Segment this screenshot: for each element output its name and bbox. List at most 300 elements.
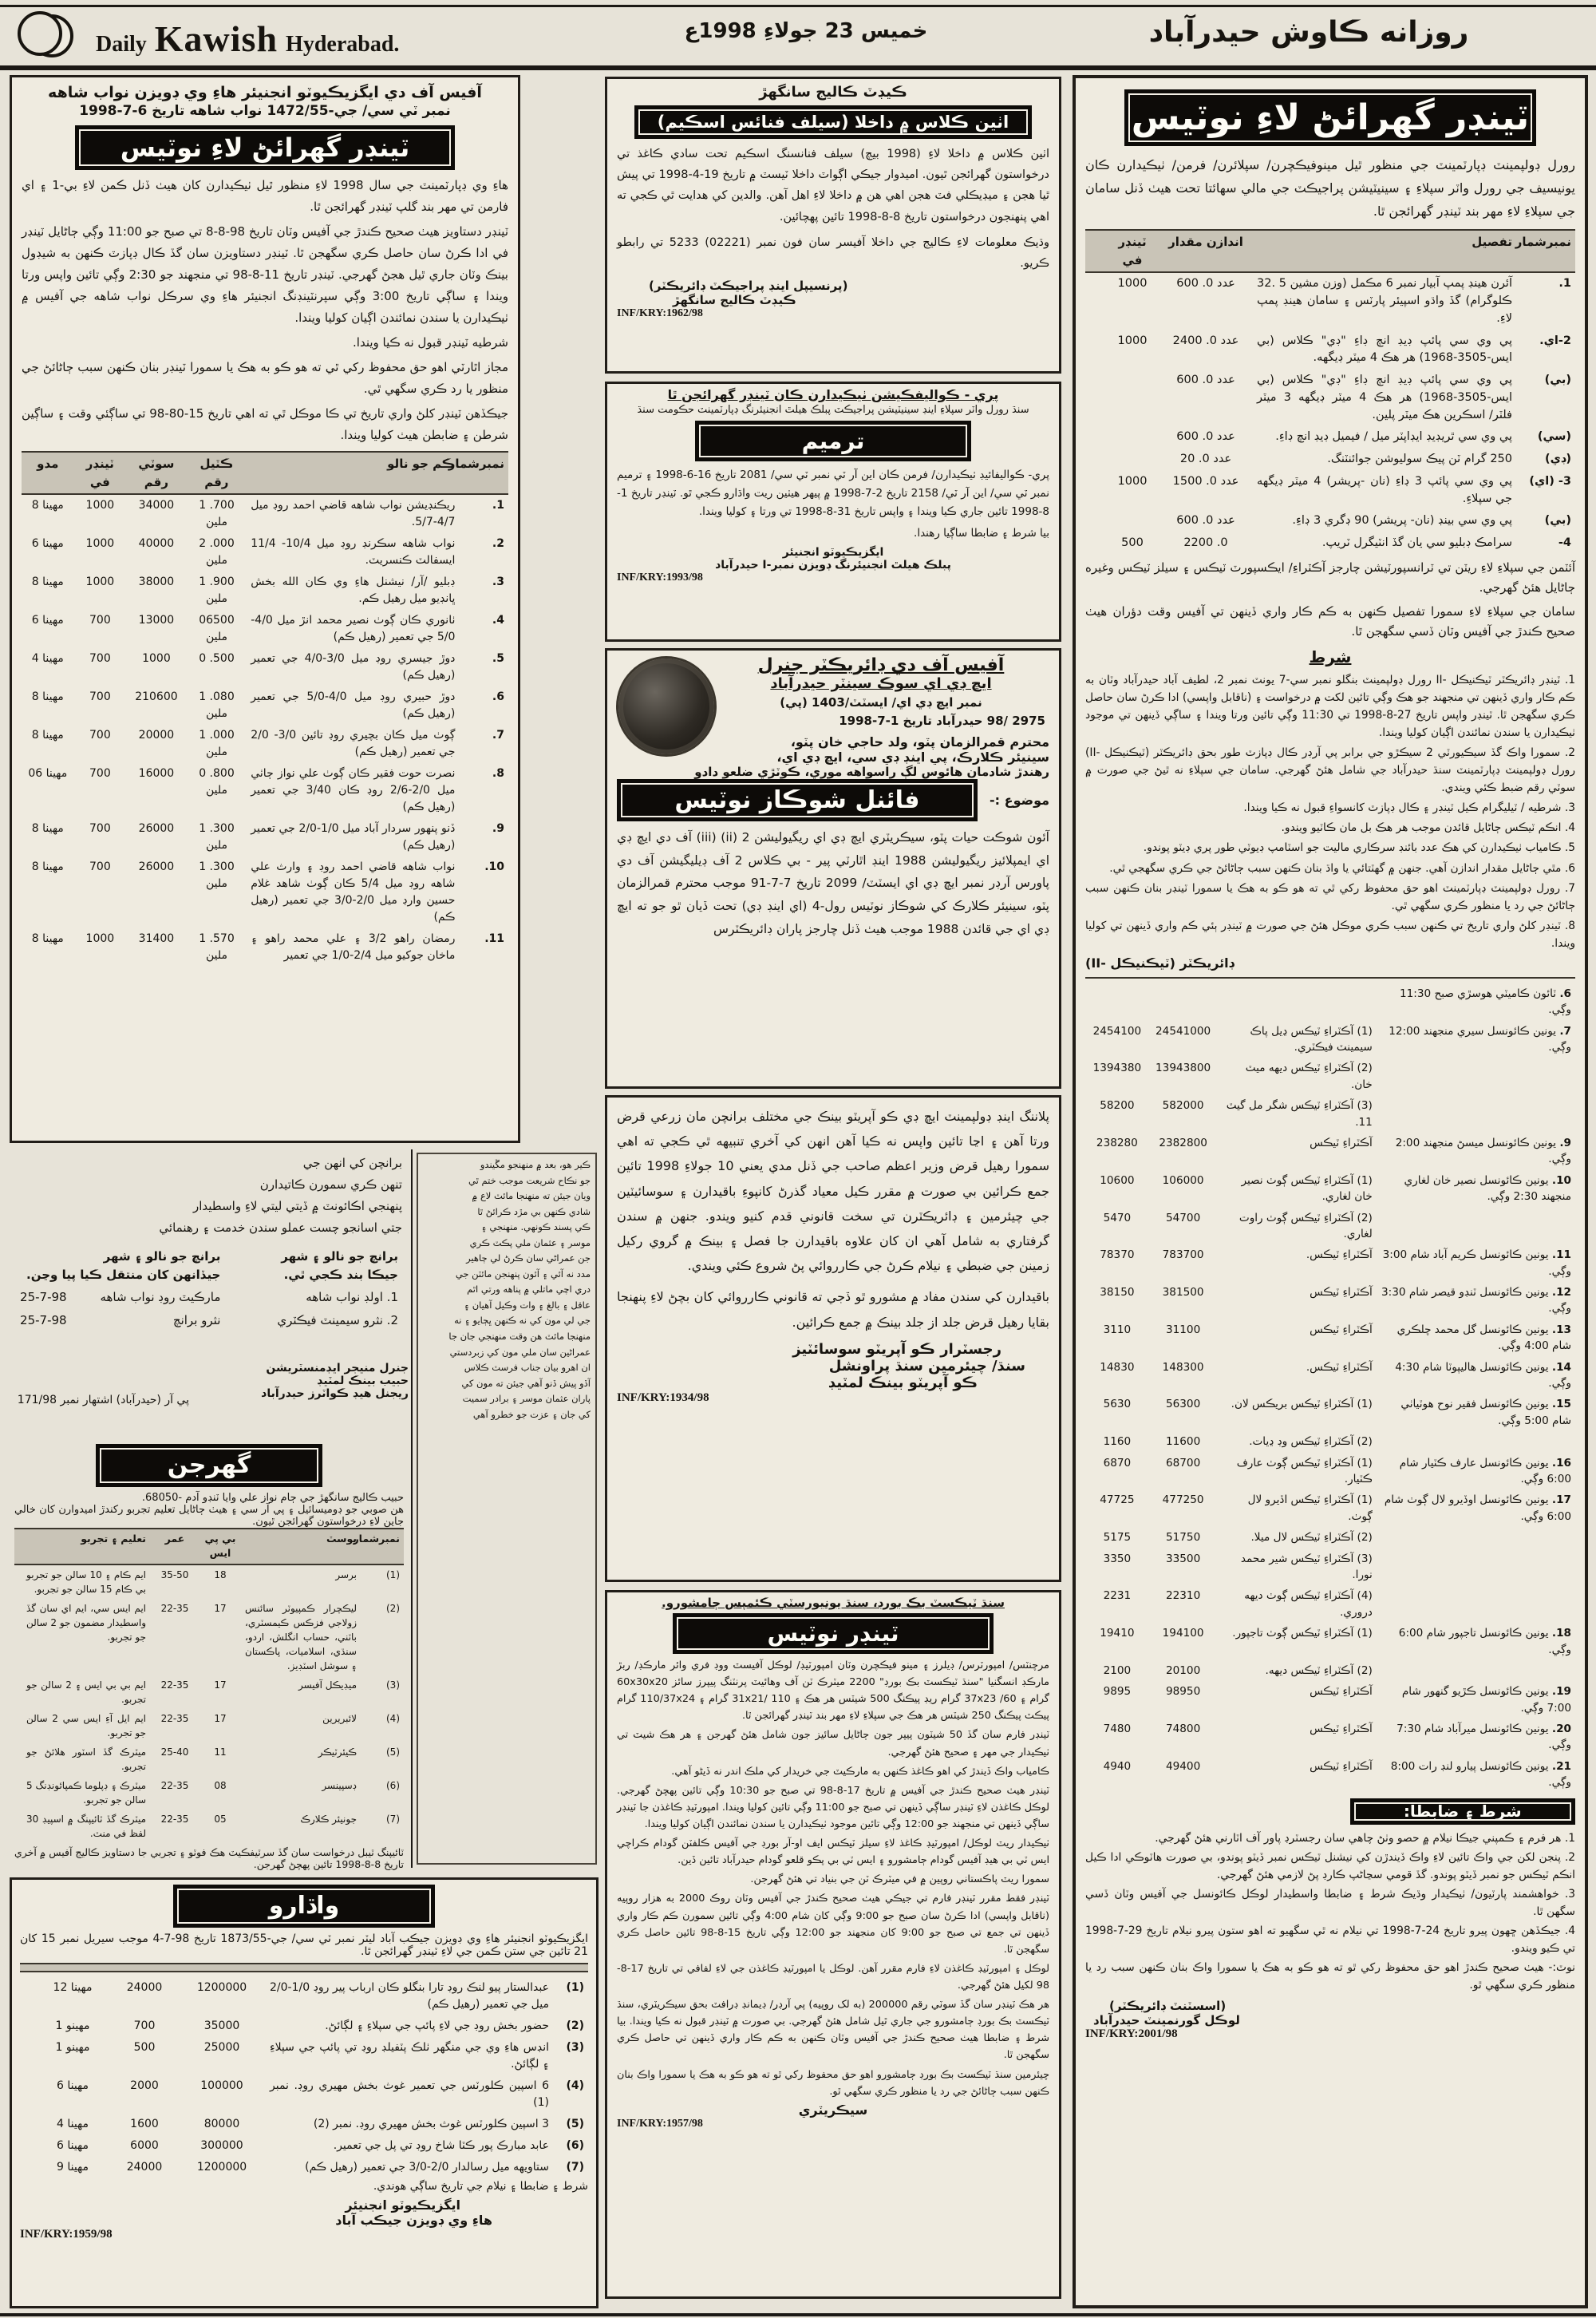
job-row bbox=[14, 1599, 404, 1675]
row-fee: 24000 bbox=[126, 1980, 163, 1994]
term-item: 2. پنجن لکن جي واڪ تائين لاءِ واڪ ڏيندڙن کي نيشنل ٽيڪس نمبر ڏيٽو پوندو، بي صورت هاٽوڪي ادا ڪيل انڪم ٽيڪس جو نمبر ڏيٽو پوندو. گڏ قومي سڃاڻپ ڪارڊ پڻ لازمي هئڻ گهرجي. bbox=[1085, 1850, 1575, 1881]
octroi-tax-label: (1) آڪٽراءِ ٽيڪس ڳوٺ تاجپور. bbox=[1232, 1627, 1373, 1640]
council-cell: 19. يونين ڪائونسل ڪڙيو گنهور شام 7:00 وڳي. bbox=[1401, 1685, 1571, 1715]
addendum-banner-label: واڌارو bbox=[268, 1892, 340, 1920]
row-amount: 25000 bbox=[203, 2040, 240, 2054]
target-branch: مارڪيٽ روڊ نواب شاهه bbox=[100, 1290, 221, 1304]
amount-base: 5630 bbox=[1103, 1398, 1132, 1411]
auction-row bbox=[1085, 1357, 1575, 1394]
cadet-title: ڪيڊٽ ڪاليج سانگهڙ bbox=[759, 84, 907, 101]
declaration-line: آڏو پيش ڏنو آهي جيئن ته مون کي bbox=[461, 1377, 591, 1389]
job-serial: (4) bbox=[385, 1713, 400, 1724]
condition-item: 5. ڪامياب ٺيڪيدارن کي هڪ عدد بائنڊ سرڪاري ماليت جو اسٽامپ ڊيوٽي طور پري ڊيٽو پوندو. bbox=[1143, 841, 1575, 855]
row-serial: (سي) bbox=[1537, 430, 1571, 444]
col-detail: تفصيل bbox=[1472, 235, 1512, 250]
octroi-tax-label: آڪٽراءِ ٽيڪس bbox=[1310, 1323, 1373, 1336]
row-qty: 1500 .0 عدد bbox=[1172, 474, 1239, 488]
amendment-title1: پري - ڪواليفڪيشن ٺيڪيدارن ڪان ٽينڊر گهرائجن ٿا bbox=[667, 387, 999, 402]
amount-current: 194100 bbox=[1162, 1627, 1204, 1640]
paragraph: باقيدارن کي سندن مفاد ۾ مشورو ٿو ڏجي ته قانوني ڪارروائي کان بچڻ لاءِ پنهنجا بقايا رهيل قرض جلد از جلد بينڪ ۾ جمع ڪرائين. bbox=[617, 1289, 1049, 1330]
row-serial: (7) bbox=[566, 2160, 584, 2174]
row-fee bbox=[1106, 370, 1159, 374]
declaration-line: عاقل ۽ بالغ ۽ وات وڪيل آهيان ۽ bbox=[464, 1299, 591, 1311]
auction-row bbox=[1085, 1021, 1575, 1058]
amount-current: 98950 bbox=[1165, 1685, 1201, 1699]
paragraph: سامان جي سپلاءِ لاءِ سمورا تفصيل ڪنهن به ڪم ڪار واري ڏينهن تي آفيس وقت دؤران هيٺ صحيح ڪندڙ جي آفيس وٽان ڏسي سگهجن ٿا. bbox=[1085, 603, 1575, 639]
row-fee: 1000 bbox=[85, 537, 115, 550]
supply-row bbox=[1085, 273, 1575, 330]
paragraph: ٽينڊر فقط مقرر ٽينڊر فارم تي جيڪي هيٺ صحيح ڪندڙ جي آفيس وٽان روڪ 2000 به هزار روپيه (ناقابل واپسي) ادا ڪرڻ سان صبح جو 9:00 وڳي کان شام 4:00 وڳي تائين سمورن ڪم ڪار واري ڏينهن تي جمع تي صبح جو 9:00 کان منجهند جو 12:00 وڳي تاريخ 15-8-98 تائين حاصل ڪري سگهجن ٿا. bbox=[617, 1893, 1049, 1956]
council-cell: 14. يونين ڪائونسل هاليپوٽا شام 4:30 وڳي. bbox=[1395, 1360, 1571, 1390]
row-duration: 6 مهينا bbox=[31, 614, 64, 627]
job-education: ايم ايل آءِ ايس سي 2 سالن جو تجربو. bbox=[26, 1713, 146, 1738]
col-estimated: ڪٽيل رقم bbox=[200, 457, 234, 489]
job-education: ايم ڪام ۽ 10 سالن جو تجربو بي ڪام 15 سالن جو تجربو. bbox=[26, 1569, 147, 1595]
amendment-notice bbox=[605, 382, 1061, 642]
row-security: 20000 bbox=[138, 729, 175, 742]
addendum-row bbox=[20, 2157, 588, 2178]
addendum-table-body bbox=[20, 1977, 588, 2178]
declaration-line: دري اچي ماتلي ۾ پناهه ورتي اٿم bbox=[467, 1284, 591, 1295]
amount-base: 2100 bbox=[1103, 1663, 1132, 1677]
office-ref: نمبر ٽي سي/ جي-1472/55 نواب شاهه تاريخ 6-7-1998 bbox=[79, 103, 451, 119]
auction-row bbox=[1085, 1681, 1575, 1719]
auction-rows bbox=[1085, 983, 1575, 1794]
personal-declaration-column bbox=[417, 1153, 597, 1865]
row-fee: 700 bbox=[89, 860, 111, 873]
amendment-ref: INF/KRY:1993/98 bbox=[617, 571, 703, 583]
subject-label: موضوع :- bbox=[990, 792, 1049, 808]
amount-current: 54700 bbox=[1165, 1211, 1201, 1224]
row-serial: 4- bbox=[1558, 536, 1571, 550]
paragraph: چيئرمين سنڌ ٽيڪسٽ بڪ بورڊ ڄامشورو اهو حق محفوظ رکي ٿو ته هو ڪو به هڪ يا سمورا واڪ بنان ڪنهن سبب ڄاڻائڻ جي رد يا منظور ڪري سگهي ٿو. bbox=[617, 2068, 1049, 2098]
vacancies-banner-label: گهرجن bbox=[167, 1451, 251, 1479]
col-post: پوسٽ bbox=[326, 1532, 357, 1545]
declaration-line: منهنجا مائٽ هن وقت منهنجي جان جا bbox=[448, 1331, 591, 1343]
octroi-tax-label: (2) آڪٽراءِ ٽيڪس ديهه. bbox=[1265, 1663, 1373, 1677]
row-duration: 6 مهينا bbox=[31, 537, 64, 550]
row-fee: 24000 bbox=[126, 2160, 163, 2174]
row-description: 3 اسپين ڪلورٽس غوث بخش مهيري روڊ. نمبر (2) bbox=[313, 2117, 549, 2130]
declaration-line: ڪير هو، بعد ۾ منهنجو مڱيندو bbox=[480, 1159, 591, 1170]
auction-row bbox=[1085, 1719, 1575, 1756]
row-amount: 80000 bbox=[203, 2117, 240, 2130]
declaration-line: ان اهرو بيان جناب فرسٽ ڪلاس bbox=[464, 1362, 591, 1374]
row-estimated: 1 .080 ملين bbox=[199, 690, 235, 720]
amendment-signature2: پبلڪ هيلٿ انجنيئرنگ ڊويزن نمبر-I حيدرآباد bbox=[715, 558, 951, 572]
row-security: 38000 bbox=[138, 576, 175, 588]
paragraph: ٺيڪيدار ريٽ لوڪل/ امپورٽيڊ ڪاغذ لاءِ سيلز ٽيڪس ايف او-آر بورڊ جي آفيس ڪلفٽن گودام ڪراچي ايس ٽي بي هيڊ آفيس گودام ڄامشورو ۽ ايس ٽي بي پڪو قلعو گودام حيدرآباد تائين ڏين. bbox=[617, 1837, 1049, 1867]
jobs-table-header bbox=[14, 1528, 404, 1566]
amount-base: 58200 bbox=[1100, 1099, 1135, 1113]
row-fee: 700 bbox=[133, 2019, 156, 2032]
textbook-board-tender bbox=[605, 1590, 1061, 2299]
textbook-banner bbox=[673, 1613, 993, 1654]
auction-row bbox=[1085, 1244, 1575, 1282]
job-bps: 05 bbox=[214, 1814, 227, 1825]
row-work-name: ڏنو پنهور سردار آباد ميل 1/0-2/0 جي تعمير (رهيل ڪم) bbox=[251, 822, 456, 852]
row-fee: 1000 bbox=[85, 499, 115, 512]
registrar-signature3: ڪو آپريٽو بينڪ لمٽيڊ bbox=[828, 1374, 978, 1391]
declaration-line: جن عمراڻي سان ڪرڻ لي ڄاهير bbox=[466, 1252, 591, 1264]
row-detail: سرامڪ ڊبليو سي يان گڏ انٽيگرل ٽريپ. bbox=[1321, 536, 1512, 550]
amount-current: 381500 bbox=[1162, 1286, 1204, 1299]
row-serial: 2-اي. bbox=[1539, 334, 1571, 347]
right-tender-signature: ڊائريڪٽر (ٽيڪنيڪل -II) bbox=[1085, 955, 1235, 971]
auction-row bbox=[1085, 1585, 1575, 1623]
row-security: 31400 bbox=[138, 932, 175, 945]
term-item: 4. جيڪڏهن ڇهون پيرو تاريخ 24-7-1998 تي نيلام نه ٿي سگهيو ته اهو ستون پيرو نيلام تاريخ 29-7-1998 تي ڪيو ويندو. bbox=[1085, 1924, 1575, 1955]
row-fee: 2000 bbox=[130, 2079, 159, 2092]
vacancies-banner bbox=[96, 1444, 322, 1487]
right-tender-intro: رورل ڊولپمينٽ ڊپارٽمينٽ جي منظور ٿيل مينوفيڪچرن/ سپلائرن/ فرمن/ ٺيڪيدارن ڪان يونيسيف جي رورل واٽر سپلاءِ ۽ سينيٽيشن پراجيڪٽ جي مالي سهائتا تحت هيٺ ڏنل سامان جي سپلاءِ لاءِ مهر بند ٽينڊر گهرائجن ٿا. bbox=[1085, 157, 1575, 219]
supply-row bbox=[1085, 370, 1575, 426]
row-description: ستاويهه ميل رسالدار 2/0-3/0 جي تعمير (رهيل ڪم) bbox=[305, 2160, 549, 2174]
col-bps: بي پي ايس bbox=[204, 1532, 236, 1560]
table-row bbox=[22, 648, 508, 686]
table-row bbox=[22, 610, 508, 648]
vacancies-section bbox=[10, 1441, 409, 1872]
job-education: ايم ايس سي، ايم اي سان گڏ واسطيدار مضمون جو 2 سالن جو تجربو. bbox=[26, 1603, 146, 1643]
council-cell: 16. يونين ڪائونسل عارف ڪٽيار شام 6:00 وڳي. bbox=[1399, 1456, 1571, 1485]
row-duration: 1 مهينو bbox=[55, 2040, 90, 2054]
supply-row bbox=[1085, 330, 1575, 370]
octroi-tax-label: (3) آڪٽراءِ ٽيڪس شگر مل گيٽ 11. bbox=[1226, 1099, 1373, 1129]
supply-row bbox=[1085, 510, 1575, 532]
textbook-title: سنڌ ٽيڪسٽ بڪ بورڊ، سنڌ يونيورسٽي ڪئمپس ڄامشورو. bbox=[662, 1596, 1005, 1610]
job-post: ڪيئرٽيڪر bbox=[318, 1746, 357, 1758]
paragraph: تنهن ڪري سمورن ڪاتيدارن bbox=[259, 1177, 402, 1192]
row-duration: 4 مهينا bbox=[31, 652, 64, 665]
row-fee: 1600 bbox=[130, 2117, 159, 2130]
row-serial: (4) bbox=[566, 2079, 584, 2092]
table-row bbox=[22, 818, 508, 856]
job-age: 22-35 bbox=[160, 1679, 189, 1691]
registrar-paragraphs bbox=[617, 1104, 1049, 1335]
row-qty: 600 .0 عدد bbox=[1176, 430, 1235, 444]
table-row bbox=[22, 725, 508, 763]
job-post: برسر bbox=[335, 1569, 357, 1580]
auction-row bbox=[1085, 1453, 1575, 1490]
council-cell: 6. ٽائون ڪاميٽي هوسڙي صبح 11:30 وڳي. bbox=[1399, 987, 1571, 1017]
addendum-note: شرط ۽ ضابطا ۽ نيلام جي تاريخ ساڳي هوندي. bbox=[373, 2179, 588, 2193]
addendum-ref: INF/KRY:1959/98 bbox=[20, 2227, 113, 2241]
paragraph: پلاننگ اينڊ ڊولپمينٽ ايڇ ڊي ڪو آپريٽو بينڪ جي مختلف برانچن مان زرعي قرض ورتا آهن ۽ اڃا تائين واپس نه ڪيا آهن انهن کي آخري تنبيهه ٿي ڪجي ته اهي سمورا رهيل قرض وزير اعظم صاحب جي ڏنل مدي يعني 10 جولاءِ 1998 تائين جمع ڪرائين بي صورت ۾ مقرر ڪيل معياد گذرڻ کانپوءِ باقيدارن ۽ سوسائيٽين جي چيئرمين ۽ ڊائريڪٽرن تي سخت قانوني قدم کنيو ويندو. جنهن ۾ سندن گرفتاري به شامل آهي ان کان علاوه باقيدارن جا فصل ۽ بينڪ ۾ گروي رکيل زمينن جي ضبطي ۽ نيلام ڪرڻ جي ڪارروائي پڻ شروع ڪئي ويندي. bbox=[617, 1109, 1050, 1274]
declaration-line: عمراڻين سان ملي مون کي زبردستي bbox=[449, 1346, 591, 1358]
job-serial: (3) bbox=[385, 1679, 400, 1691]
amount-current: 56300 bbox=[1165, 1398, 1201, 1411]
council-cell: 10. يونين ڪائونسل نصير خان لغاري منجهند 2:30 وڳي. bbox=[1404, 1173, 1571, 1204]
table-row bbox=[22, 533, 508, 572]
council-cell: 13. يونين ڪائونسل گل محمد چلڪري شام 4:00 وڳي. bbox=[1396, 1323, 1571, 1353]
closing-branch: 2. نثرو سيمينٽ فيڪٽري bbox=[277, 1312, 398, 1327]
paragraph: لوڪل ۽ امپورٽيڊ ڪاغذن لاءِ فارم مقرر آهن. لوڪل يا امپورٽيڊ ڪاغذن جي لاءِ لفافي تي تاريخ 17-8-98 لکيل هئڻ گهرجي. bbox=[617, 1962, 1049, 1992]
row-detail: پي وي سي پائپ 3 ڊاءِ (نان -پريشر) 4 ميٽر ڊيگهه جي سپلاءِ. bbox=[1257, 474, 1512, 505]
council-cell bbox=[1377, 1095, 1575, 1100]
amount-base: 38150 bbox=[1100, 1286, 1135, 1299]
amount-base: 19410 bbox=[1100, 1627, 1135, 1640]
row-qty: 2400 .0 عدد bbox=[1172, 334, 1239, 347]
octroi-tax-label: آڪٽراءِ ٽيڪس. bbox=[1306, 1248, 1373, 1262]
row-work-name: نصرت حوت فقير ڪان ڳوٺ علي نواز ڄاٺي ميل 2/0-2/6 روڊ ڪان 3/40 جي تعمير (رهيل ڪم) bbox=[251, 767, 456, 813]
council-cell bbox=[1377, 1208, 1575, 1212]
textbook-signature: سيڪريٽري bbox=[798, 2102, 868, 2118]
job-post: لائبريرين bbox=[322, 1713, 357, 1724]
auction-row bbox=[1085, 1208, 1575, 1245]
declaration-line: جو نڪاح شريعت موجب ختم ٿي bbox=[468, 1174, 591, 1186]
octroi-tax-label: (1) آڪٽراءِ ٽيڪس بريڪس لان. bbox=[1231, 1398, 1373, 1411]
paragraph: ٽينڊر فارم سان گڏ 50 شيٽون پيپر جون ڄاڻايل سائيز جون شامل هئڻ گهرجن ۽ هر هڪ شيٽ تي ٺيڪيدار جي مهر ۽ صحيح هئڻ گهرجي. bbox=[617, 1729, 1050, 1758]
octroi-tax-label: (1) آڪٽراءِ ٽيڪس ڳوٺ نصير خان لغاري. bbox=[1241, 1173, 1373, 1204]
job-bps: 11 bbox=[214, 1746, 227, 1758]
bank-table-header bbox=[16, 1245, 402, 1286]
job-age: 22-35 bbox=[160, 1713, 189, 1724]
office-title: آفيس آف دي ايگزيڪيوٽو انجنيئر هاءِ وي ڊويزن نواب شاهه bbox=[48, 84, 482, 101]
row-estimated: 0 .800 ملين bbox=[199, 767, 235, 797]
column-divider bbox=[411, 1149, 413, 1868]
cadet-paragraphs bbox=[617, 144, 1049, 274]
bank-ad-ref: پي آر (حيدرآباد) اشتهار نمبر 171/98 bbox=[17, 1394, 189, 1406]
showcause-body: آئون شوڪت حيات پٽو، سيڪريٽري ايڇ ڊي اي ريگيوليشن 2 (ii) (iii) آف دي ايڇ ڊي اي ايمپلائيز ريگيوليشن 1988 اينڊ اٿارٽي پير - بي ڪلاس 2 آف ڊيليگيشن آف دي پاورس آرڊر نمبر ايڇ ڊي اي ايسٽٽ/ 2099 تاريخ 7-7-91 موجب محترم قمرالزمان پٽو، سينيئر ڪلارڪ کي شوڪاز نوٽيس رول-4 (اي اينڊ ڊي) تحت ڏيان ٿو جو ته ايڇ ڊي اي جي قائدن 1988 موجب هيٺ ڏنل چارجز پاران ڊائريڪٽرس bbox=[617, 830, 1049, 936]
addendum-row bbox=[20, 2015, 588, 2037]
row-fee: 1000 bbox=[85, 576, 115, 588]
declaration-line: جي لي مون کي نه ڪنهن ڀڄايو ۽ نه bbox=[454, 1315, 591, 1327]
amount-current: 2382800 bbox=[1159, 1136, 1207, 1149]
amount-current: 51750 bbox=[1165, 1531, 1201, 1545]
terms-signature1: (اسسٽنٽ ڊائريڪٽر) bbox=[1109, 1999, 1227, 2014]
octroi-tax-label: (2) آڪٽراءِ ٽيڪس لال ميلا. bbox=[1250, 1531, 1373, 1545]
octroi-tax-label: آڪٽراءِ ٽيڪس bbox=[1310, 1759, 1373, 1773]
supply-row bbox=[1085, 449, 1575, 471]
row-duration: 8 مهينا bbox=[31, 499, 64, 512]
council-cell bbox=[1377, 1058, 1575, 1062]
auction-row bbox=[1085, 1549, 1575, 1586]
row-amount: 300000 bbox=[200, 2138, 243, 2152]
cadet-ref: INF/KRY:1962/98 bbox=[617, 307, 703, 319]
row-amount: 100000 bbox=[200, 2079, 243, 2092]
col-education: تعليم ۽ تجربو bbox=[81, 1532, 146, 1545]
masthead bbox=[0, 11, 1596, 64]
octroi-tax-label bbox=[1217, 983, 1376, 988]
addendum-row bbox=[20, 2037, 588, 2075]
terms-ref: INF/KRY:2001/98 bbox=[1085, 2027, 1178, 2041]
row-duration: 1 مهينو bbox=[55, 2019, 90, 2032]
auction-schedule bbox=[1085, 977, 1575, 1794]
octroi-tax-label: (1) آڪٽراءِ ٽيڪس ڳوٺ عارف ڪٽيار. bbox=[1236, 1456, 1373, 1485]
row-serial: 9. bbox=[492, 822, 504, 835]
job-row bbox=[14, 1565, 404, 1599]
row-security: 40000 bbox=[138, 537, 175, 550]
declaration-line: پاران عثمان موسر ۽ برادر سميت bbox=[462, 1393, 591, 1405]
amount-current: 74800 bbox=[1165, 1723, 1201, 1736]
logo-kawish: Kawish bbox=[154, 18, 279, 59]
job-serial: (1) bbox=[385, 1569, 400, 1580]
amount-current: 24541000 bbox=[1156, 1024, 1211, 1038]
bank-table-body bbox=[16, 1286, 402, 1331]
row-work-name: ريڪنڊيشن نواب شاهه قاضي احمد روڊ ميل 4/7-5/7. bbox=[251, 499, 456, 528]
bank-col1: برانچ جو نالو ۽ شهر جيڪا بند ڪجي ٿي. bbox=[281, 1249, 398, 1282]
hda-date: 2975 /98 حيدرآباد تاريخ 1-7-1998 bbox=[839, 714, 1045, 728]
registrar-signature2: سنڌ/ چيئرمين سنڌ پراونشل bbox=[828, 1357, 1025, 1375]
target-branch: نثرو برانچ bbox=[172, 1312, 221, 1327]
bank-signature-block bbox=[10, 1362, 409, 1438]
row-detail: پي وي سي پائپ ڊيڊ انچ ڊاءِ "ڊي" ڪلاس (بي ايس-3505-1968) هر هڪ 4 ميٽر ڊيگهه 3 ميٽر فلٽر/ اسڪرين هڪ ميٽر پلين. bbox=[1257, 374, 1512, 421]
col-fee: ٽينڊر في bbox=[85, 457, 114, 489]
amount-current: 22310 bbox=[1165, 1589, 1201, 1603]
amount-base: 47725 bbox=[1100, 1493, 1135, 1507]
left-tender-notice bbox=[10, 75, 520, 1143]
council-cell bbox=[1377, 1585, 1575, 1590]
supply-row bbox=[1085, 426, 1575, 449]
registrar-ref: INF/KRY:1934/98 bbox=[617, 1390, 709, 1404]
term-item: 1. هر فرم ۽ ڪمپني جيڪا نيلام ۾ حصو وٺڻ چاهي سان رجسٽرڊ پاور آف اٽارني هئڻ گهرجي. bbox=[1155, 1831, 1575, 1845]
paragraph: پنهنجي اڪائونٽ ۾ ڏيتي ليتي لاءِ واسطيدار bbox=[192, 1199, 402, 1213]
logo-city: Hyderabad. bbox=[286, 32, 400, 57]
masthead-circle-mark bbox=[18, 11, 62, 56]
row-serial: 3. bbox=[492, 576, 504, 588]
row-duration: 6 مهينا bbox=[56, 2138, 89, 2152]
row-serial: 8. bbox=[492, 767, 504, 780]
paragraph: ٽينڊر دستاويز هيٺ صحيح ڪندڙ جي آفيس وٽان تاريخ 98-8-8 تي صبح جو 11:00 وڳي ڄاڻايل ٽينڊر في ادا ڪرڻ سان حاصل ڪري سگهجن ٿا. ٽينڊر دستاويزن سان گڏ ڪال ڊپازٽ ڪنهن به شيڊول بينڪ وٽان جاري ٿيل هجڻ گهرجي. ٽينڊر تاريخ 11-8-98 تي منجهند جو 2:30 وڳي تائين واپس ورتا ويندا ۽ ساڳي تاريخ 3:00 وڳي سپرنٽينڊنگ انجنيئر هاءِ وي سرڪل نواب شاهه جي آفيس ۾ ٺيڪيدارن يا سندن نمائندن اڳيان کوليا ويندا. bbox=[22, 224, 508, 325]
declaration-line: مدد نه آئي ۽ آئون پنهنجن مائٽن جي bbox=[455, 1268, 591, 1280]
hda-ref-line: نمبر ايڇ ڊي اي/ ايسٽٽ/1403 (پي) bbox=[780, 695, 982, 710]
row-fee: 1000 bbox=[1117, 474, 1148, 488]
row-estimated: 1 .900 ملين bbox=[199, 576, 235, 605]
logo-daily: Daily bbox=[96, 32, 147, 57]
textbook-ref: INF/KRY:1957/98 bbox=[617, 2117, 703, 2130]
row-work-name: ڳوٺ ميل ڪان بچيري روڊ تائين 3/0- 2/0 جي تعمير (رهيل ڪم) bbox=[251, 729, 456, 758]
cadet-banner bbox=[634, 105, 1033, 139]
row-qty: 600 .0 عدد bbox=[1176, 277, 1235, 291]
job-age: 35-50 bbox=[160, 1569, 189, 1580]
paragraph: ٽينڊر هيٺ صحيح ڪندڙ جي آفيس ۾ تاريخ 17-8-98 تي صبح جو 10:30 وڳي تائين پهچڻ گهرجي. لوڪل ڪاغذن لاءِ ٽينڊر ساڳي ڏينهن تي صبح جو 11:00 وڳي تائين کوليا ويندا. امپورٽيڊ ڪاغذن جا ٽينڊر ساڳي ڏينهن تي منجهند جو 12:00 وڳي تائين موجود ٺيڪيدارن يا سندن نمائندن اڳيان کوليا ويندا. bbox=[617, 1784, 1050, 1830]
addendum-row bbox=[20, 2114, 588, 2135]
addendum-row bbox=[20, 2075, 588, 2114]
job-serial: (6) bbox=[385, 1780, 400, 1791]
row-serial: 1. bbox=[1558, 277, 1571, 291]
job-row bbox=[14, 1709, 404, 1742]
bank-row bbox=[16, 1286, 402, 1309]
paragraph: جتي اسانجو چست عملو سندن خدمت ۽ رهنمائي bbox=[159, 1220, 402, 1235]
col-serial: نمبرشمار bbox=[353, 1532, 400, 1545]
row-detail: پي وي سي بينڊ (نان- پريشر) 90 ڊگري 3 ڊاءِ. bbox=[1292, 514, 1512, 528]
row-detail: پي وي سي ٿريڊيڊ ايڊاپٽر ميل / فيميل ڊيڊ انچ ڊاءِ. bbox=[1275, 430, 1512, 444]
row-security: 210600 bbox=[135, 690, 178, 703]
amount-current: 31100 bbox=[1165, 1323, 1201, 1336]
job-row bbox=[14, 1742, 404, 1776]
bank-notice-paragraphs bbox=[16, 1153, 402, 1239]
row-fee bbox=[1106, 510, 1159, 515]
octroi-tax-label: (2) آڪٽراءِ ٽيڪس وڊ ڍيات. bbox=[1249, 1435, 1373, 1449]
condition-item: 7. رورل ڊولپمينٽ ڊپارٽمينٽ اهو حق محفوظ رکي ٿي ته هو ڪو به هڪ يا سمورا ٽينڊر بنان ڪنهن سبب ڄاڻائڻ جي رد يا منظور ڪري سگهي ٿي. bbox=[1085, 881, 1575, 912]
amount-current: 148300 bbox=[1162, 1360, 1204, 1374]
row-qty: 600 .0 عدد bbox=[1176, 514, 1235, 528]
row-serial: 2. bbox=[492, 537, 504, 550]
declaration-line: ويان جيئن ته منهنجا مائٽ لاع ۾ bbox=[472, 1190, 591, 1202]
job-education: ميٽرڪ ۽ ڊپلوما ڪمپائونڊنگ 5 سالن جو تجربو. bbox=[26, 1780, 146, 1806]
row-qty: 2200 .0 bbox=[1183, 536, 1228, 550]
amendment-title2: سنڌ رورل واٽر سپلاءِ اينڊ سينيٽيشن پراجيڪٽ پبلڪ هيلٿ انجنيئرنگ ڊپارٽمينٽ حڪومت سنڌ bbox=[637, 404, 1029, 416]
row-serial: 1. bbox=[492, 499, 504, 512]
condition-item: 6. مٿي ڄاڻايل مقدار اندازن آهي. جنهن ۾ گهٽتائي يا واڌ بنان ڪنهن سبب ڄاڻائڻ جي ڪري سگهجي ٿي. bbox=[1109, 861, 1575, 875]
paragraph: اٺين ڪلاس ۾ داخلا لاءِ (1998 بيچ) سيلف فنانسنگ اسڪيم تحت سادي ڪاغذ تي درخواستون گهرائجن ٿيون. اميدوار جيڪي اڳواٽ داخلا ٽيسٽ ۾ تاريخ 19-4-1998 تي پيش ٿيا هجن ۽ ميڊيڪلي فٽ هجن اهي هن ۾ داخلا لاءِ اهل آهن. والدين کي هدايت ٿي ڪجي ته اهي پنهنجون درخواستون تاريخ 8-8-1998 تائين پهچائين. bbox=[617, 148, 1049, 223]
row-serial: 6. bbox=[492, 690, 504, 703]
left-tender-banner bbox=[75, 125, 455, 170]
job-bps: 17 bbox=[214, 1713, 227, 1724]
job-age: 22-35 bbox=[160, 1603, 189, 1614]
addendum-intro: ايگزيڪيوٽو انجنيئر هاءِ وي ڊويزن جيڪب آباد ليٽر نمبر ٽي سي/ جي-1873/55 تاريخ 98-7-4 موجب سيريل نمبر 15 کان 21 تائين جي ستن ڪمن جي لاءِ ٽينڊر گهرائجن ٿا. bbox=[20, 1932, 588, 1958]
job-row bbox=[14, 1675, 404, 1709]
amount-base: 4940 bbox=[1103, 1759, 1132, 1773]
left-tender-banner-label: ٽينڊر گهرائڻ لاءِ نوٽيس bbox=[120, 133, 410, 163]
registrar-signature1: رجسٽرار ڪو آپريٽو سوسائٽيز bbox=[792, 1340, 1001, 1358]
declaration-line: کي جان ۽ عزت جو خطرو آهي bbox=[472, 1408, 591, 1420]
amendment-banner-label: ترميم bbox=[801, 428, 865, 454]
edition-date: خميس 23 جولاءِ 1998ع bbox=[684, 19, 928, 43]
octroi-tax-label: (4) آڪٽراءِ ٽيڪس ڳوٺ ديهه دروري. bbox=[1244, 1589, 1373, 1619]
amount-base: 1160 bbox=[1103, 1435, 1132, 1449]
job-bps: 17 bbox=[214, 1679, 227, 1691]
amount-base: 1394380 bbox=[1092, 1062, 1142, 1075]
row-serial: (بي) bbox=[1544, 374, 1571, 387]
hda-title2: ايڇ ڊي اي سوڪ سينٽر حيدرآباد bbox=[770, 675, 992, 692]
auction-row bbox=[1085, 1431, 1575, 1452]
row-duration: 8 مهينا bbox=[31, 690, 64, 703]
terms-list bbox=[1085, 1829, 1575, 1957]
paragraph: جيڪڏهن ٽينڊر کلڻ واري تاريخ تي ڪا موڪل ٿي ته اهي تاريخ 15-80-98 تي ساڳئي وقت ۽ ساڳين شرطن ۽ ضابطن هيٺ کوليا ويندا. bbox=[22, 406, 509, 442]
octroi-tax-label: آڪٽراءِ ٽيڪس. bbox=[1306, 1360, 1373, 1374]
paragraph: بيا شرط ۽ ضابطا ساڳيا رهندا. bbox=[914, 526, 1049, 540]
job-bps: 18 bbox=[214, 1569, 227, 1580]
job-post: ميڊيڪل آفيسر bbox=[298, 1679, 357, 1691]
council-cell: 21. يونين ڪائونسل پيارو لنڊ رات 8:00 وڳي. bbox=[1390, 1759, 1571, 1790]
declaration-line: موسر ۽ عثمان ملي پڪٽ ڪري bbox=[469, 1236, 591, 1248]
row-duration: 6 مهينا bbox=[56, 2079, 89, 2092]
row-serial: 3- (اي) bbox=[1529, 474, 1571, 488]
amount-base: 2454100 bbox=[1092, 1024, 1142, 1038]
condition-item: 1. ٽينڊر ڊائريڪٽر ٽيڪنيڪل -II رورل ڊولپمينٽ بنگلو نمبر سي-7 يونٽ نمبر 2، لطيف آباد حيدرآباد وٽان به ڪم ڪار واري ڏينهن تي منجهند جو هڪ وڳي تائين لکت ۾ درخواست ۽ (ناقابل واپسي) ادا ڪرڻ سان حاصل ڪري سگهجن ٿا. ٽينڊر واپس تاريخ 27-8-1998 تي 11:30 وڳي تائين ورتا ويندا ۽ ساڳي ڏينهن تي موجود ٺيڪيدارن يا سندن نمائندن اڳيان کوليا ويندا. bbox=[1085, 673, 1576, 740]
row-duration: 9 مهينا bbox=[56, 2160, 89, 2174]
conditions-heading: شرط bbox=[1309, 647, 1352, 667]
row-fee: 6000 bbox=[130, 2138, 159, 2152]
council-cell: 9. يونين ڪائونسل ميسڻ منجهند 2:00 وڳي. bbox=[1395, 1136, 1571, 1166]
row-serial: (2) bbox=[566, 2019, 584, 2032]
council-cell: 20. يونين ڪائونسل ميرآباد شام 7:30 وڳي. bbox=[1396, 1723, 1571, 1752]
table-row bbox=[22, 856, 508, 928]
col-serial: نمبرشمار bbox=[448, 457, 504, 471]
table-row bbox=[22, 495, 508, 533]
amount-current bbox=[1149, 983, 1218, 988]
row-amount: 35000 bbox=[203, 2019, 240, 2032]
council-cell: 18. يونين ڪائونسل تاجپور شام 6:00 وڳي. bbox=[1398, 1627, 1571, 1656]
job-post: ڊسپينسر bbox=[322, 1780, 357, 1791]
amount-current: 13943800 bbox=[1156, 1062, 1211, 1075]
row-duration: 8 مهينا bbox=[31, 729, 64, 742]
row-qty: 600 .0 عدد bbox=[1176, 374, 1235, 387]
row-serial: (5) bbox=[566, 2117, 584, 2130]
amendment-paragraphs bbox=[617, 466, 1049, 543]
paragraph: هاءِ وي ڊپارٽمينٽ جي سال 1998 لاءِ منظور ٿيل ٺيڪيدارن کان هيٺ ڏنل ڪمن لاءِ بي-1 ۽ اي فارمن تي مهر بند گلپ ٽينڊر گهرائجن ٿا. bbox=[22, 178, 508, 214]
job-bps: 08 bbox=[214, 1780, 227, 1791]
amount-base bbox=[1085, 983, 1149, 988]
row-description: عبدالستار پيو لنڪ روڊ تارا بنگلو ڪان ارباب پير روڊ 1/0-2/0 ميل جي تعمير (رهيل ڪم) bbox=[270, 1980, 549, 2011]
row-serial: (6) bbox=[566, 2138, 584, 2152]
octroi-tax-label: آڪٽراءِ ٽيڪس bbox=[1310, 1723, 1373, 1736]
col-security: سوٽي رقم bbox=[138, 457, 175, 489]
bank-col2: برانچ جو نالو ۽ شهر جيڏانهن کان منتقل ڪيا پيا وڃن. bbox=[26, 1249, 221, 1282]
declaration-line: ڪي پسند ڪونهي. منهنجي ۽ bbox=[481, 1221, 591, 1233]
registrar-loan-notice bbox=[605, 1095, 1061, 1582]
